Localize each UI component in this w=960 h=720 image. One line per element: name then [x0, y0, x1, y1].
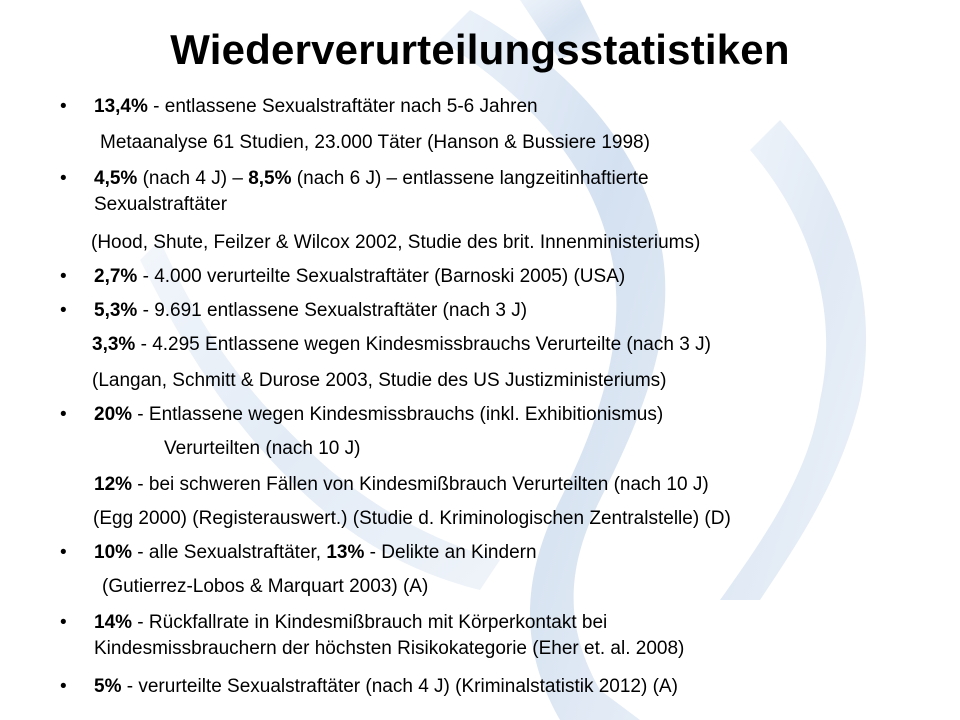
slide-title: Wiederverurteilungsstatistiken: [170, 26, 790, 73]
bullet-icon: •: [60, 612, 67, 633]
item-text: - 4.295 Entlassene wegen Kindesmissbrauchs Verurteilte (nach 3 J): [135, 334, 711, 355]
percentage-value: 14%: [94, 612, 133, 633]
source-citation: (Gutierrez-Lobos & Marquart 2003) (A): [102, 576, 429, 597]
item-text: (nach 4 J) –: [137, 168, 249, 189]
item-text: - 9.691 entlassene Sexualstraftäter (nach 3 J): [137, 300, 528, 321]
item-text: - bei schweren Fällen von Kindesmißbrauch Verurteilten (nach 10 J): [132, 474, 709, 495]
percentage-value: 3,3%: [92, 334, 136, 355]
item-text: - verurteilte Sexualstraftäter (nach 4 J) (Kriminalstatistik 2012) (A): [121, 676, 678, 697]
item-text: - Rückfallrate in Kindesmißbrauch mit Körperkontakt bei: [132, 612, 608, 633]
statistic-item-5: [94, 403, 663, 427]
bullet-icon: •: [60, 168, 67, 189]
bullet-icon: •: [60, 542, 67, 563]
statistic-item-2: [94, 167, 649, 191]
statistic-item-3: [94, 265, 625, 289]
percentage-value: 5%: [94, 676, 122, 697]
item-text: - Delikte an Kindern: [364, 542, 537, 563]
statistic-item-7: [94, 611, 607, 635]
item-text: - 4.000 verurteilte Sexualstraftäter (Barnoski 2005) (USA): [137, 266, 626, 287]
percentage-value: 2,7%: [94, 266, 138, 287]
statistic-item-4: [94, 299, 527, 323]
bullet-icon: •: [60, 300, 67, 321]
statistic-item-8: [94, 675, 678, 699]
item-continuation: Verurteilten (nach 10 J): [164, 438, 361, 459]
bullet-icon: •: [60, 676, 67, 697]
percentage-value: 13,4%: [94, 96, 148, 117]
item-text: - Entlassene wegen Kindesmissbrauchs (inkl. Exhibitionismus): [132, 404, 664, 425]
statistic-item-6: [94, 541, 537, 565]
item-text: (nach 6 J) – entlassene langzeitinhaftierte: [291, 168, 649, 189]
item-text: - alle Sexualstraftäter,: [132, 542, 327, 563]
percentage-value: 5,3%: [94, 300, 138, 321]
source-citation: (Hood, Shute, Feilzer & Wilcox 2002, Studie des brit. Innenministeriums): [91, 232, 701, 253]
source-citation: (Egg 2000) (Registerauswert.) (Studie d. Kriminologischen Zentralstelle) (D): [93, 508, 731, 529]
source-citation: Metaanalyse 61 Studien, 23.000 Täter (Hanson & Bussiere 1998): [100, 132, 650, 153]
item-continuation: Kindesmissbrauchern der höchsten Risikokategorie (Eher et. al. 2008): [94, 638, 685, 659]
percentage-value: 10%: [94, 542, 133, 563]
statistic-subitem: [94, 473, 709, 497]
percentage-value: 13%: [326, 542, 365, 563]
percentage-value: 12%: [94, 474, 133, 495]
percentage-value: 8,5%: [248, 168, 292, 189]
percentage-value: 4,5%: [94, 168, 138, 189]
bullet-icon: •: [60, 266, 67, 287]
item-text: - entlassene Sexualstraftäter nach 5-6 Jahren: [147, 96, 538, 117]
statistic-subitem: [92, 333, 711, 357]
bullet-icon: •: [60, 404, 67, 425]
item-continuation: Sexualstraftäter: [94, 194, 228, 215]
statistic-item-1: [94, 95, 538, 119]
source-citation: (Langan, Schmitt & Durose 2003, Studie des US Justizministeriums): [92, 370, 667, 391]
bullet-icon: •: [60, 96, 67, 117]
percentage-value: 20%: [94, 404, 133, 425]
